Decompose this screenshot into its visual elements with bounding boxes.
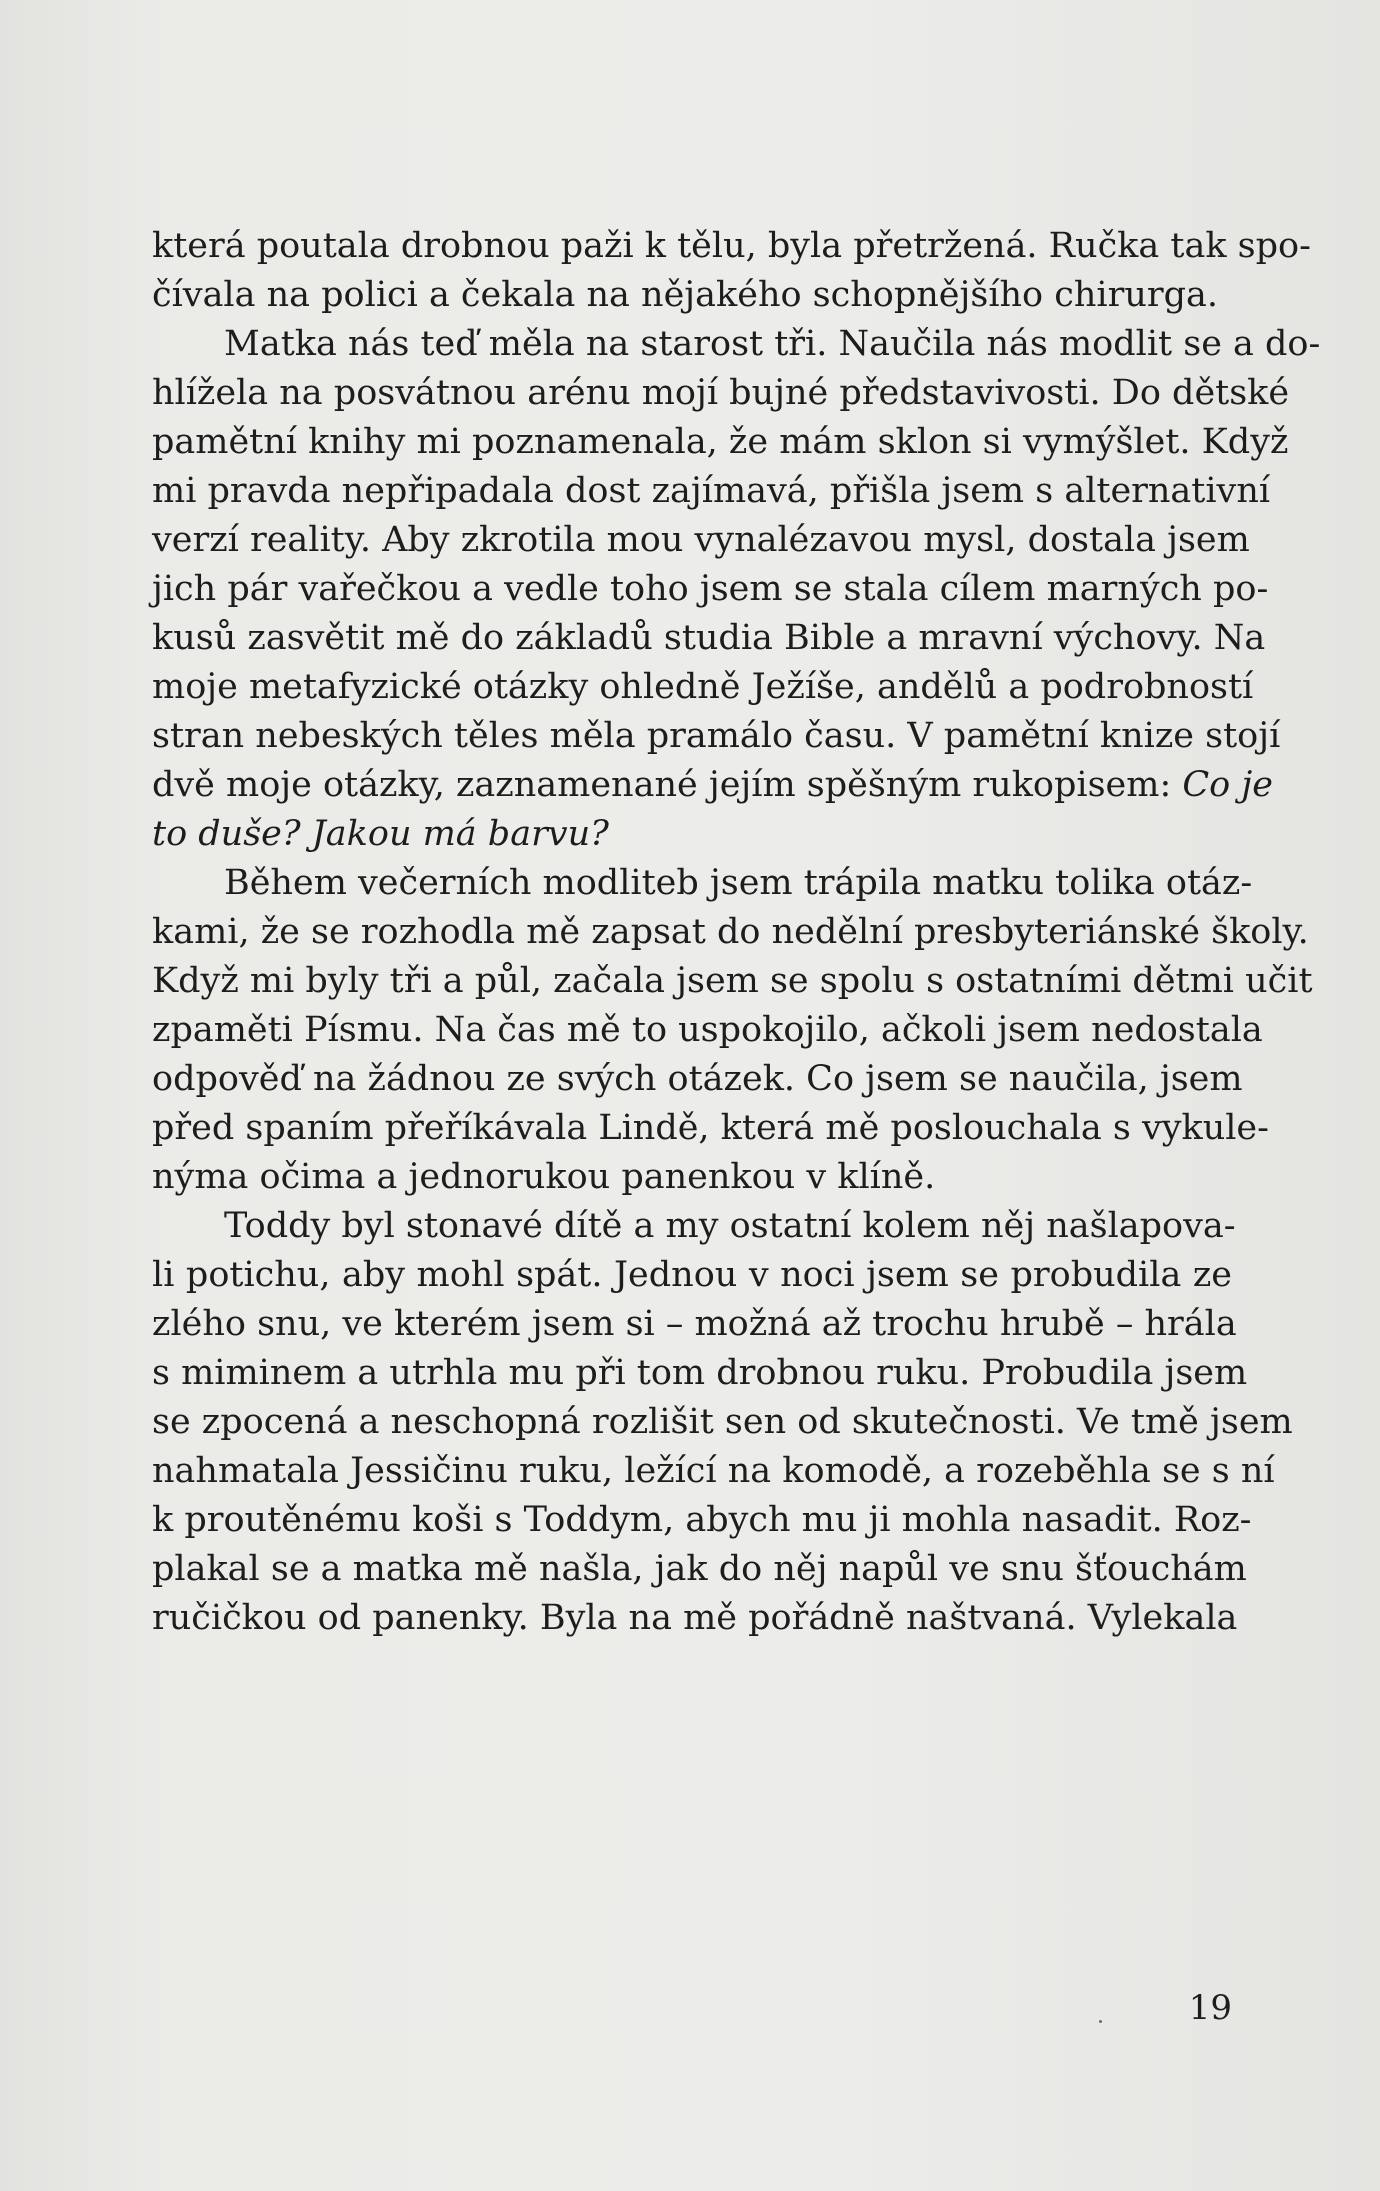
italic-question: Co je [1182, 765, 1273, 805]
body-text [152, 222, 1321, 1643]
text-line: pamětní knihy mi poznamenala, že mám sklon si vymýšlet. Když [152, 422, 1289, 462]
text-line: nahmatala Jessičinu ruku, ležící na komodě, a rozeběhla se s ní [152, 1451, 1275, 1491]
text-line: Toddy byl stonavé dítě a my ostatní kolem něj našlapova- [224, 1206, 1236, 1246]
text-line: zpaměti Písmu. Na čas mě to uspokojilo, ačkoli jsem nedostala [152, 1010, 1263, 1050]
text-line: li potichu, aby mohl spát. Jednou v noci jsem se probudila ze [152, 1255, 1232, 1295]
text-line: odpověď na žádnou ze svých otázek. Co jsem se naučila, jsem [152, 1059, 1243, 1099]
page-number: 19 [1188, 1988, 1232, 2028]
text-line: před spaním přeříkávala Lindě, která mě poslouchala s vykule- [152, 1108, 1269, 1148]
text-line: Matka nás teď měla na starost tři. Naučila nás modlit se a do- [224, 324, 1321, 364]
paper-speck [1099, 2020, 1102, 2023]
text-line: nýma očima a jednorukou panenkou v klíně. [152, 1157, 936, 1197]
text-line: kusů zasvětit mě do základů studia Bible a mravní výchovy. Na [152, 618, 1266, 658]
text-line: Když mi byly tři a půl, začala jsem se spolu s ostatními dětmi učit [152, 961, 1313, 1001]
italic-question: to duše? Jakou má barvu? [152, 814, 609, 854]
text-line: čívala na polici a čekala na nějakého schopnějšího chirurga. [152, 275, 1218, 315]
text-line: plakal se a matka mě našla, jak do něj napůl ve snu šťouchám [152, 1549, 1247, 1589]
text-line: mi pravda nepřipadala dost zajímavá, přišla jsem s alternativní [152, 471, 1271, 511]
text-line: dvě moje otázky, zaznamenané jejím spěšným rukopisem: Co je [152, 765, 1273, 805]
text-line [152, 810, 1232, 859]
text-line: zlého snu, ve kterém jsem si – možná až trochu hrubě – hrála [152, 1304, 1237, 1344]
text-line: hlížela na posvátnou arénu mojí bujné představivosti. Do dětské [152, 373, 1290, 413]
text-line: k proutěnému koši s Toddym, abych mu ji mohla nasadit. Roz- [152, 1500, 1252, 1540]
text-line: ručičkou od panenky. Byla na mě pořádně naštvaná. Vylekala [152, 1598, 1238, 1638]
text-line: Během večerních modliteb jsem trápila matku tolika otáz- [224, 863, 1253, 903]
text-line: s miminem a utrhla mu při tom drobnou ruku. Probudila jsem [152, 1353, 1248, 1393]
text-line: stran nebeských těles měla pramálo času. V pamětní knize stojí [152, 716, 1281, 756]
text-line: která poutala drobnou paži k tělu, byla přetržená. Ručka tak spo- [152, 226, 1311, 266]
text-line: moje metafyzické otázky ohledně Ježíše, andělů a podrobností [152, 667, 1254, 707]
text-line: se zpocená a neschopná rozlišit sen od skutečnosti. Ve tmě jsem [152, 1402, 1293, 1442]
text-line: verzí reality. Aby zkrotila mou vynalézavou mysl, dostala jsem [152, 520, 1250, 560]
text-line: jich pár vařečkou a vedle toho jsem se stala cílem marných po- [152, 569, 1269, 609]
text-line: kami, že se rozhodla mě zapsat do nedělní presbyteriánské školy. [152, 912, 1309, 952]
